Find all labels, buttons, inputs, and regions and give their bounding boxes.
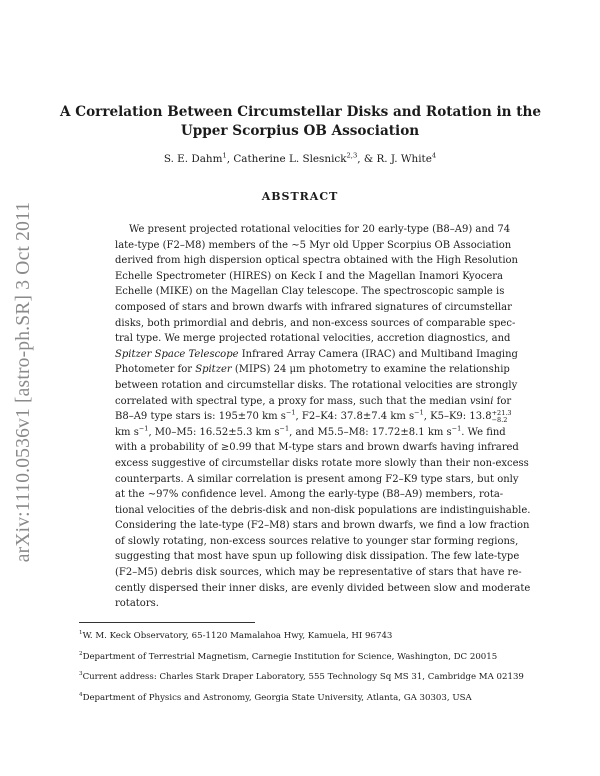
abstract-line: Considering the late-type (F2–M8) stars and brown dwarfs, we find a low fraction [115,520,530,532]
abstract-line: excess suggestive of circumstellar disks rotate more slowly than their non-excess [115,457,529,469]
author-separator: , [226,153,234,165]
abstract-line: B8–A9 type stars is: 195±70 km $s^{-1}$, F2–K4: 37.8±7.4 km $s^{-1}$, K5–K9: 13.8+21.3 −8.2 [115,408,512,424]
abstract-heading: ABSTRACT [261,190,339,203]
abstract-line: suggesting that most have spun up following disk dissipation. The few late-type [115,551,520,563]
author-name: Catherine L. Slesnick [233,153,347,165]
abstract-line: of slowly rotating, non-excess sources relative to younger star forming regions, [115,535,519,547]
abstract-line: Echelle (MIKE) on the Magellan Clay telescope. The spectroscopic sample is [115,286,505,298]
abstract-body [115,222,531,612]
footnote-divider [79,622,255,623]
arxiv-identifier: arXiv:1110.0536v1 [astro-ph.SR] 3 Oct 2011 [13,201,34,563]
abstract-line: at the ∼97% confidence level. Among the early-type (B8–A9) members, rota- [115,489,504,501]
abstract-line: tional velocities of the debris-disk and non-disk populations are indistinguishable. [115,504,531,516]
footnote: $^3$Current address: Charles Stark Draper Laboratory, 555 Technology Sq MS 31, Cambridge MA 02139 [79,671,524,682]
abstract-line: (F2–M5) debris disk sources, which may be representative of stars that have re- [115,567,522,579]
abstract-line: Spitzer Space Telescope Infrared Array Camera (IRAC) and Multiband Imaging [115,348,518,360]
footnote: $^1$W. M. Keck Observatory, 65-1120 Mamalahoa Hwy, Kamuela, HI 96743 [79,630,393,641]
abstract-line: late-type (F2–M8) members of the ∼5 Myr old Upper Scorpius OB Association [115,239,512,251]
abstract-line: tral type. We merge projected rotational velocities, accretion diagnostics, and [115,333,511,345]
abstract-line: km $s^{-1}$, M0–M5: 16.52±5.3 km $s^{-1}$, and M5.5–M8: 17.72±8.1 km $s^{-1}$. We find [115,424,506,438]
author-name: S. E. Dahm [163,153,223,165]
footnote: $^2$Department of Terrestrial Magnetism, Carnegie Institution for Science, Washington, DC 20015 [79,650,498,662]
abstract-line: with a probability of ≥0.99 that M-type stars and brown dwarfs having infrared [115,442,519,454]
author-separator: , & [357,153,377,165]
author-list [60,153,540,165]
abstract-line: Photometer for Spitzer (MIPS) 24 μm photometry to examine the relationship [115,364,510,376]
abstract-line: derived from high dispersion optical spectra obtained with the High Resolution [115,255,518,267]
abstract-line: between rotation and circumstellar disks. The rotational velocities are strongly [115,379,518,391]
abstract-line: correlated with spectral type, a proxy for mass, such that the median vsini for [115,395,512,407]
affiliation-mark: 1 [222,151,227,160]
paper-title [60,103,540,141]
footnotes [79,630,549,712]
abstract-line: rotators. [115,598,159,610]
abstract-line: counterparts. A similar correlation is present among F2–K9 type stars, but only [115,473,519,485]
author-name: R. J. White [376,153,432,165]
footnote: $^4$Department of Physics and Astronomy, Georgia State University, Atlanta, GA 30303, USA [79,691,472,703]
abstract-line: cently dispersed their inner disks, are evenly divided between slow and moderate [115,582,531,594]
affiliation-mark: 4 [431,151,437,160]
abstract-line: composed of stars and brown dwarfs with infrared signatures of circumstellar [115,301,512,313]
arxiv-sidebar-stamp [0,182,48,582]
abstract-line: Echelle Spectrometer (HIRES) on Keck I and the Magellan Inamori Kyocera [115,270,503,282]
title-line-2: Upper Scorpius OB Association [180,123,420,139]
abstract-line: disks, both primordial and debris, and non-excess sources of comparable spec- [115,317,516,329]
affiliation-mark: 2,3 [346,151,358,160]
title-line-1: A Correlation Between Circumstellar Disks and Rotation in the [60,104,542,120]
abstract-line: We present projected rotational velocities for 20 early-type (B8–A9) and 74 [129,224,511,235]
